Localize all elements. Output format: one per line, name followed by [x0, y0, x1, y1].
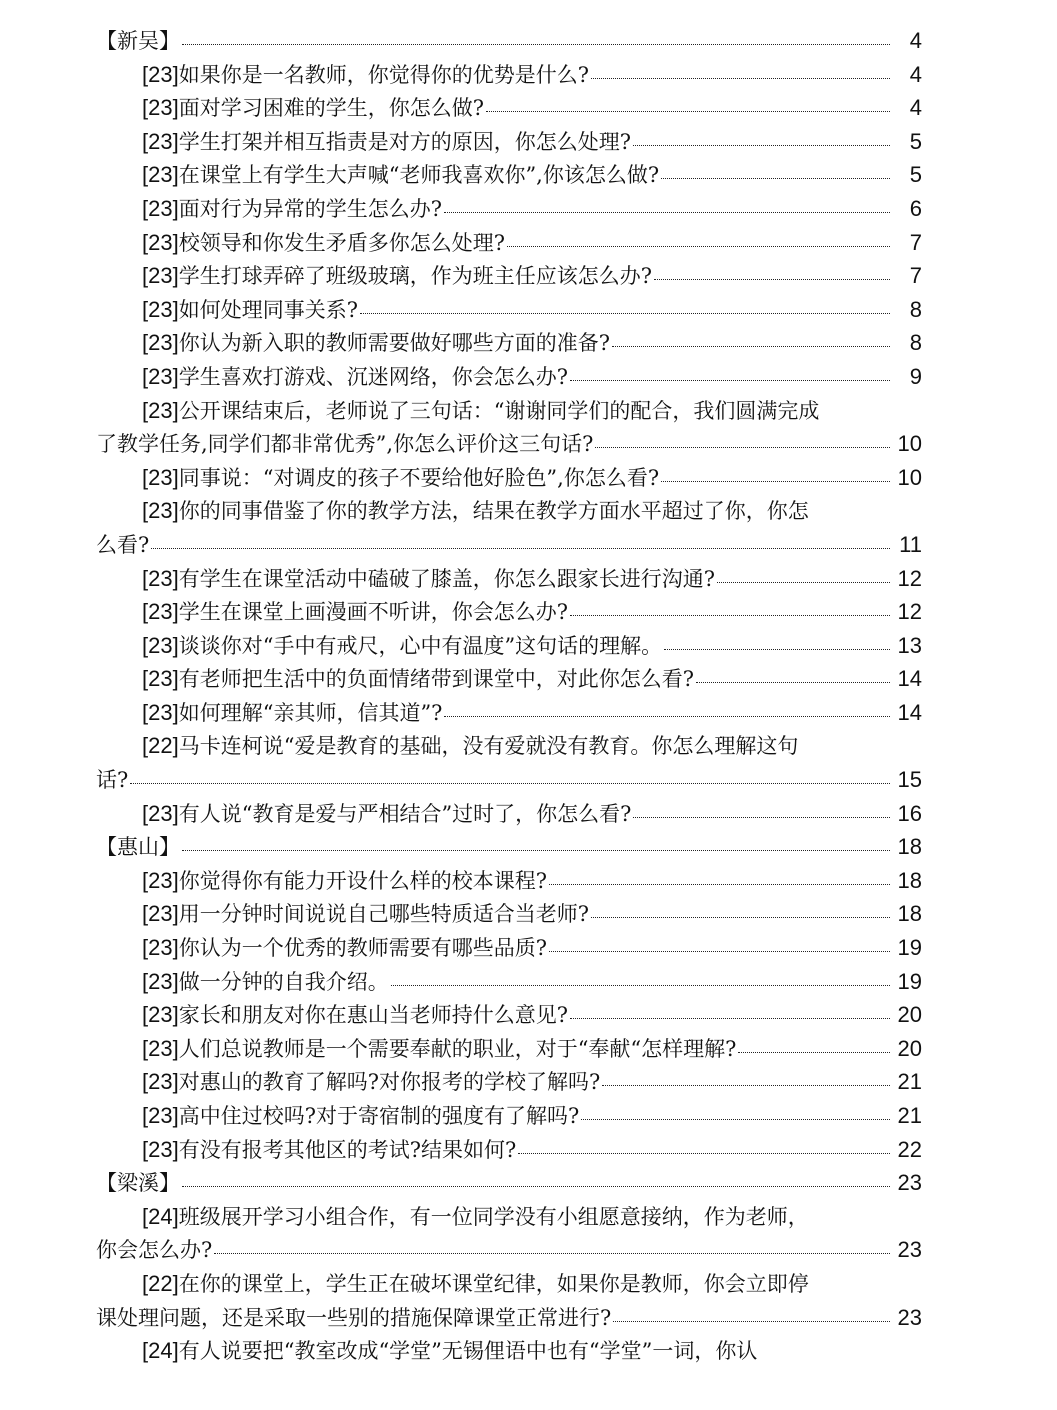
toc-line-continued	[96, 763, 922, 797]
toc-entry[interactable]	[96, 259, 922, 293]
entry-tag: [24]	[142, 1338, 179, 1364]
entry-question: 高中住过校吗?对于寄宿制的强度有了解吗?	[178, 1104, 580, 1128]
dot-leader	[130, 782, 890, 784]
entry-question-cont: 了教学任务,同学们都非常优秀”,你怎么评价这三句话?	[96, 432, 594, 457]
toc-entry[interactable]	[96, 125, 922, 159]
dot-leader	[633, 144, 890, 146]
dot-leader	[654, 278, 890, 280]
entry-question: 你的同事借鉴了你的教学方法，结果在教学方面水平超过了你，你怎	[178, 499, 809, 524]
entry-text	[142, 595, 568, 630]
entry-text	[142, 965, 389, 1000]
dot-leader	[214, 1252, 890, 1254]
entry-question: 学生打球弄碎了班级玻璃，作为班主任应该怎么办?	[178, 264, 652, 289]
page-number: 20	[897, 1035, 922, 1061]
entry-tag: [23]	[142, 263, 179, 289]
dot-leader	[391, 984, 890, 986]
entry-tag: [23]	[142, 1002, 179, 1028]
dot-leader	[507, 245, 890, 247]
entry-text	[142, 461, 659, 496]
dot-leader	[613, 1320, 890, 1322]
toc-line	[96, 998, 922, 1032]
toc-line	[96, 1065, 922, 1099]
toc-line	[96, 931, 922, 965]
entry-question: 有人说要把“教室改成“学堂”无锡俚语中也有“学堂”一词，你认	[178, 1339, 758, 1364]
entry-text	[142, 158, 659, 193]
toc-line	[96, 1267, 922, 1301]
entry-question: 你认为一个优秀的教师需要有哪些品质?	[178, 936, 547, 961]
section-title: 【新吴】	[96, 29, 180, 53]
toc-section[interactable]	[96, 830, 922, 864]
toc-entry[interactable]	[96, 360, 922, 394]
dot-leader	[570, 614, 890, 616]
dot-leader	[602, 1084, 890, 1086]
entry-text	[142, 1200, 809, 1235]
entry-question: 对惠山的教育了解吗?对你报考的学校了解吗?	[178, 1070, 601, 1095]
toc-entry[interactable]	[96, 1065, 922, 1099]
toc-line	[96, 562, 922, 596]
entry-text	[142, 897, 589, 932]
entry-tag: [23]	[142, 464, 179, 490]
toc-entry[interactable]	[96, 58, 922, 92]
entry-text	[142, 696, 442, 731]
entry-tag: [23]	[142, 162, 179, 188]
toc-line	[96, 965, 922, 999]
toc-line	[96, 729, 922, 763]
entry-text	[142, 326, 610, 361]
toc-line	[96, 696, 922, 730]
entry-question: 在课堂上有学生大声喊“老师我喜欢你”,你该怎么做?	[178, 163, 660, 188]
dot-leader	[570, 379, 890, 381]
entry-question: 校领导和你发生矛盾多你怎么处理?	[178, 230, 505, 255]
table-of-contents	[96, 24, 922, 1368]
toc-entry[interactable]	[96, 1032, 922, 1066]
toc-line	[96, 58, 922, 92]
page-number: 4	[909, 28, 922, 53]
toc-entry[interactable]	[96, 1267, 922, 1334]
toc-section[interactable]	[96, 1166, 922, 1200]
page-number: 7	[909, 263, 922, 289]
section-title: 【惠山】	[96, 835, 180, 860]
page-number: 6	[909, 195, 922, 221]
entry-tag: [23]	[142, 95, 179, 121]
toc-line	[96, 494, 922, 528]
page-number: 16	[897, 800, 922, 826]
dot-leader	[696, 681, 890, 683]
entry-question-cont: 么看?	[96, 532, 150, 557]
entry-text	[142, 494, 809, 529]
page-number: 23	[897, 1170, 922, 1196]
toc-entry[interactable]	[96, 91, 922, 125]
entry-question: 班级展开学习小组合作，有一位同学没有小组愿意接纳，作为老师，	[178, 1204, 809, 1229]
toc-line	[96, 326, 922, 360]
toc-entry[interactable]	[96, 461, 922, 495]
toc-entry[interactable]	[96, 226, 922, 260]
entry-tag: [23]	[142, 1069, 179, 1095]
dot-leader	[182, 849, 890, 851]
entry-question: 人们总说教师是一个需要奉献的职业，对于“奉献“怎样理解?	[178, 1036, 737, 1061]
toc-entry[interactable]	[96, 897, 922, 931]
entry-question-cont: 课处理问题，还是采取一些别的措施保障课堂正常进行?	[96, 1305, 612, 1330]
toc-line	[96, 1133, 922, 1167]
toc-line	[96, 125, 922, 159]
toc-entry[interactable]	[96, 192, 922, 226]
toc-entry[interactable]	[96, 293, 922, 327]
entry-question: 如何处理同事关系?	[178, 297, 358, 322]
toc-line	[96, 629, 922, 663]
toc-entry[interactable]	[96, 797, 922, 831]
page-number: 9	[909, 363, 922, 389]
entry-question: 公开课结束后，老师说了三句话：“谢谢同学们的配合，我们圆满完成	[178, 398, 820, 423]
toc-line	[96, 830, 922, 864]
page-number: 14	[897, 666, 922, 692]
entry-text	[142, 58, 589, 93]
entry-tag: [23]	[142, 128, 179, 154]
entry-question: 做一分钟的自我介绍。	[178, 969, 389, 994]
entry-question: 你觉得你有能力开设什么样的校本课程?	[178, 868, 547, 893]
page-number: 4	[909, 61, 922, 87]
dot-leader	[661, 480, 890, 482]
entry-text	[142, 192, 442, 227]
toc-entry[interactable]	[96, 864, 922, 898]
toc-line	[96, 1032, 922, 1066]
toc-entry[interactable]	[96, 729, 922, 796]
dot-leader	[549, 883, 890, 885]
entry-question: 马卡连柯说“爱是教育的基础，没有爱就没有教育。你怎么理解这句	[178, 734, 799, 759]
page-number: 5	[909, 128, 922, 154]
entry-text	[142, 394, 819, 429]
toc-line	[96, 662, 922, 696]
page-number: 18	[897, 867, 922, 893]
entry-question: 面对行为异常的学生怎么办?	[178, 196, 442, 221]
toc-entry[interactable]	[96, 494, 922, 561]
page-number: 19	[897, 968, 922, 994]
entry-question-cont: 话?	[96, 768, 129, 793]
entry-tag: [23]	[142, 363, 179, 389]
page-number: 8	[909, 330, 922, 356]
toc-line	[96, 226, 922, 260]
section-title: 【梁溪】	[96, 1171, 180, 1196]
entry-text	[142, 125, 631, 160]
entry-text	[142, 1099, 579, 1134]
toc-line	[96, 1166, 922, 1200]
toc-line	[96, 595, 922, 629]
dot-leader	[738, 1051, 890, 1053]
entry-text	[142, 1334, 757, 1369]
entry-tag: [23]	[142, 968, 179, 994]
toc-line	[96, 293, 922, 327]
entry-tag: [23]	[142, 935, 179, 961]
page-number: 21	[897, 1103, 922, 1128]
toc-section[interactable]	[96, 24, 922, 58]
toc-entry[interactable]	[96, 326, 922, 360]
page-number: 14	[897, 699, 922, 725]
entry-text	[142, 1032, 736, 1067]
page-number: 21	[897, 1069, 922, 1095]
toc-line	[96, 1099, 922, 1133]
toc-line	[96, 192, 922, 226]
dot-leader	[717, 581, 890, 583]
entry-question: 在你的课堂上，学生正在破坏课堂纪律，如果你是教师，你会立即停	[178, 1271, 809, 1296]
page-number: 5	[909, 162, 922, 188]
entry-tag: [23]	[142, 229, 179, 255]
entry-question-cont: 你会怎么办?	[96, 1238, 213, 1263]
entry-text	[142, 864, 547, 899]
toc-line	[96, 461, 922, 495]
entry-tag: [23]	[142, 195, 179, 221]
entry-text	[142, 1267, 809, 1302]
entry-tag: [23]	[142, 867, 179, 893]
page-number: 18	[897, 901, 922, 927]
entry-question: 有没有报考其他区的考试?结果如何?	[178, 1137, 517, 1162]
entry-question: 如果你是一名教师，你觉得你的优势是什么?	[178, 62, 589, 87]
toc-entry[interactable]	[96, 394, 922, 461]
page-number: 20	[897, 1002, 922, 1028]
page-number: 10	[897, 431, 922, 457]
entry-text	[142, 662, 694, 697]
toc-line	[96, 394, 922, 428]
entry-tag: [23]	[142, 1035, 179, 1061]
toc-entry[interactable]	[96, 931, 922, 965]
entry-question: 学生在课堂上画漫画不听讲，你会怎么办?	[178, 600, 568, 625]
entry-tag: [23]	[142, 397, 179, 423]
toc-line	[96, 1200, 922, 1234]
dot-leader	[360, 312, 890, 314]
page-number: 15	[897, 767, 922, 793]
page-number: 19	[897, 935, 922, 961]
toc-line	[96, 158, 922, 192]
entry-text	[142, 91, 484, 126]
toc-entry[interactable]	[96, 1200, 922, 1267]
dot-leader	[612, 345, 890, 347]
page-number: 12	[897, 599, 922, 625]
entry-question: 你认为新入职的教师需要做好哪些方面的准备?	[178, 331, 610, 356]
dot-leader	[486, 110, 890, 112]
entry-tag: [23]	[142, 330, 179, 356]
entry-question: 用一分钟时间说说自己哪些特质适合当老师?	[178, 902, 589, 927]
entry-text	[142, 629, 662, 664]
dot-leader	[182, 1185, 890, 1187]
page-number: 13	[897, 632, 922, 658]
dot-leader	[664, 648, 890, 650]
dot-leader	[633, 816, 890, 818]
entry-tag: [23]	[142, 565, 179, 591]
toc-line	[96, 897, 922, 931]
entry-tag: [22]	[142, 1270, 179, 1296]
toc-line	[96, 259, 922, 293]
page-number: 23	[897, 1237, 922, 1263]
toc-entry[interactable]	[96, 595, 922, 629]
entry-question: 有人说“教育是爱与严相结合”过时了，你怎么看?	[178, 801, 632, 826]
toc-entry[interactable]	[96, 629, 922, 663]
entry-question: 如何理解“亲其师，信其道”?	[178, 700, 443, 725]
entry-tag: [23]	[142, 632, 179, 658]
entry-question: 学生喜欢打游戏、沉迷网络，你会怎么办?	[178, 364, 568, 389]
entry-question: 谈谈你对“手中有戒尺，心中有温度”这句话的理解。	[178, 633, 663, 658]
entry-text	[142, 1065, 600, 1100]
dot-leader	[570, 1017, 890, 1019]
toc-line	[96, 360, 922, 394]
entry-text	[142, 226, 505, 261]
entry-text	[142, 259, 652, 294]
dot-leader	[591, 916, 890, 918]
page-number: 18	[897, 834, 922, 860]
dot-leader	[581, 1118, 890, 1120]
toc-entry[interactable]	[96, 662, 922, 696]
page-number: 11	[899, 531, 922, 557]
page-number: 22	[897, 1136, 922, 1162]
toc-entry[interactable]	[96, 562, 922, 596]
entry-text	[142, 797, 631, 832]
dot-leader	[182, 43, 890, 45]
entry-tag: [23]	[142, 699, 179, 725]
entry-tag: [23]	[142, 61, 179, 87]
page-number: 7	[909, 229, 922, 255]
entry-question: 同事说：“对调皮的孩子不要给他好脸色”,你怎么看?	[178, 465, 660, 490]
page-number: 10	[897, 464, 922, 490]
entry-text	[142, 729, 798, 764]
toc-entry[interactable]	[96, 1334, 922, 1368]
toc-line	[96, 91, 922, 125]
toc-line-continued	[96, 1301, 922, 1335]
entry-tag: [23]	[142, 901, 179, 927]
entry-text	[142, 998, 568, 1033]
toc-line	[96, 864, 922, 898]
entry-question: 有学生在课堂活动中磕破了膝盖，你怎么跟家长进行沟通?	[178, 566, 715, 591]
toc-line-continued	[96, 427, 922, 461]
dot-leader	[591, 77, 890, 79]
page-number: 4	[909, 95, 922, 121]
entry-tag: [23]	[142, 296, 179, 322]
entry-tag: [23]	[142, 1136, 179, 1162]
entry-question: 家长和朋友对你在惠山当老师持什么意见?	[178, 1003, 568, 1028]
toc-entry[interactable]	[96, 158, 922, 192]
toc-line	[96, 1334, 922, 1368]
entry-question: 面对学习困难的学生，你怎么做?	[178, 96, 484, 121]
page-number: 8	[909, 296, 922, 322]
entry-tag: [23]	[142, 666, 179, 692]
entry-question: 有老师把生活中的负面情绪带到课堂中，对此你怎么看?	[178, 667, 694, 692]
entry-tag: [24]	[142, 1203, 179, 1229]
entry-text	[142, 931, 547, 966]
toc-line	[96, 797, 922, 831]
dot-leader	[549, 950, 890, 952]
entry-text	[142, 562, 715, 597]
entry-text	[142, 1133, 516, 1168]
entry-text	[142, 293, 358, 328]
entry-tag: [23]	[142, 1103, 179, 1128]
toc-entry[interactable]	[96, 1133, 922, 1167]
dot-leader	[595, 446, 890, 448]
entry-tag: [23]	[142, 498, 179, 524]
dot-leader	[444, 715, 890, 717]
dot-leader	[151, 547, 890, 549]
page-number: 23	[897, 1304, 922, 1330]
toc-entry[interactable]	[96, 696, 922, 730]
toc-entry[interactable]	[96, 998, 922, 1032]
entry-tag: [23]	[142, 599, 179, 625]
entry-text	[142, 360, 568, 395]
entry-question: 学生打架并相互指责是对方的原因，你怎么处理?	[178, 129, 631, 154]
page-number: 12	[897, 565, 922, 591]
entry-tag: [23]	[142, 800, 179, 826]
toc-line	[96, 24, 922, 58]
toc-line-continued	[96, 1233, 922, 1267]
dot-leader	[518, 1152, 890, 1154]
dot-leader	[444, 211, 890, 213]
dot-leader	[661, 177, 890, 179]
toc-line-continued	[96, 528, 922, 562]
toc-entry[interactable]	[96, 965, 922, 999]
toc-entry[interactable]	[96, 1099, 922, 1133]
entry-tag: [22]	[142, 733, 179, 759]
